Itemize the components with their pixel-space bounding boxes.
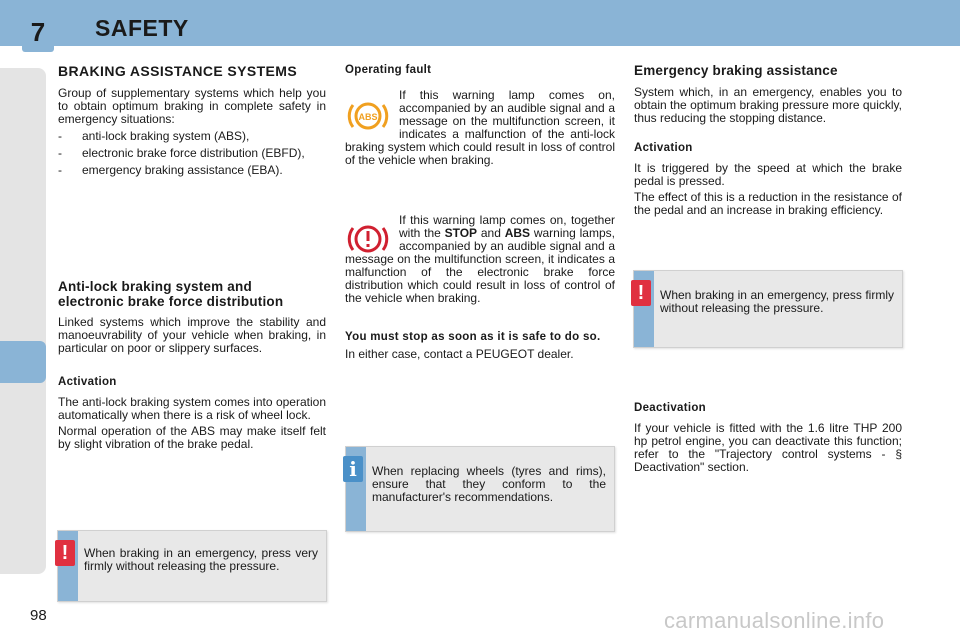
page-number: 98 (30, 607, 47, 624)
stop-lamp-label: STOP (444, 226, 478, 240)
svg-text:ABS: ABS (358, 112, 378, 122)
col3-eba (634, 63, 902, 217)
page-title: SAFETY (95, 15, 189, 41)
col3-warning-text: When braking in an emergency, press firmly without releasing the pressure. (660, 288, 894, 315)
abs-ebfd-heading: Anti-lock braking system and electronic brake force distribution (58, 279, 284, 309)
abs-fault-text: If this warning lamp comes on, accompanied by an audible signal and a message on the multifunction screen, it indicates a malfunction of the anti-lock braking system which could result in loss of control of the vehicle when braking. (345, 88, 615, 167)
col2-info-note (345, 446, 615, 532)
col1-warning-text: When braking in an emergency, press very firmly without releasing the pressure. (84, 546, 318, 573)
side-strip (0, 68, 46, 574)
list-item: - emergency braking assistance (EBA). (58, 163, 283, 177)
col2-info-text: When replacing wheels (tyres and rims), ensure that they conform to the manufacturer's recommendations. (372, 464, 606, 504)
abs-activation-heading: Activation (58, 376, 117, 388)
list-item: - anti-lock braking system (ABS), (58, 129, 250, 143)
abs-activation-text-2: Normal operation of the ABS may make itself felt by slight vibration of the brake pedal. (58, 424, 326, 451)
warning-icon: ! (55, 540, 75, 566)
col1-warning-note (57, 530, 327, 602)
eba-activation-text-2: The effect of this is a reduction in the resistance of the pedal and an increase in braking efficiency. (634, 190, 902, 217)
abs-fault-text-block (345, 89, 615, 167)
braking-systems-list (58, 130, 326, 177)
abs-activation-text-1: The anti-lock braking system comes into operation automatically when there is a risk of wheel lock. (58, 395, 326, 422)
col3-deactivation (634, 401, 902, 474)
braking-assistance-intro: Group of supplementary systems which help you to obtain optimum braking in complete safety in emergency situations: (58, 86, 326, 126)
eba-activation-text-1: It is triggered by the speed at which the brake pedal is pressed. (634, 161, 902, 188)
operating-fault-heading: Operating fault (345, 64, 432, 76)
eba-deactivation-heading: Deactivation (634, 402, 706, 414)
watermark: carmanualsonline.info (664, 608, 885, 633)
col1-top (58, 63, 326, 181)
info-icon: i (343, 456, 363, 482)
col1-abs (58, 279, 326, 451)
eba-heading: Emergency braking assistance (634, 63, 838, 78)
chapter-number: 7 (30, 16, 46, 47)
eba-intro: System which, in an emergency, enables you to obtain the optimum braking pressure more quickly, thus reducing the stopping distance. (634, 85, 902, 125)
chapter-thumb-tab (0, 341, 46, 383)
list-item: - electronic brake force distribution (EBFD), (58, 146, 305, 160)
stop-safely-text: You must stop as soon as it is safe to do so. (345, 331, 601, 343)
abs-ebfd-text: Linked systems which improve the stability and manoeuvrability of your vehicle when braking, in particular on poor or slippery surfaces. (58, 315, 326, 355)
ebfd-fault-text-block: If this warning lamp comes on, together with the STOP and ABS warning lamps, accompanied by an audible signal and a message on the multifunction screen, it indicates a malfunction of the electronic brake force distribution which could result in loss of control of the vehicle when braking. (345, 213, 615, 305)
warning-icon: ! (631, 280, 651, 306)
col2-stop (345, 331, 615, 361)
braking-assistance-heading: BRAKING ASSISTANCE SYSTEMS (58, 63, 298, 79)
col3-warning-note (633, 270, 903, 348)
eba-deactivation-text: If your vehicle is fitted with the 1.6 litre THP 200 hp petrol engine, you can deactivate this function; refer to the "Trajectory control systems - § Deactivation" section. (634, 421, 902, 474)
abs-lamp-label: ABS (504, 226, 531, 240)
eba-activation-heading: Activation (634, 142, 693, 154)
contact-dealer-text: In either case, contact a PEUGEOT dealer. (345, 347, 574, 361)
col2-fault (345, 63, 615, 77)
